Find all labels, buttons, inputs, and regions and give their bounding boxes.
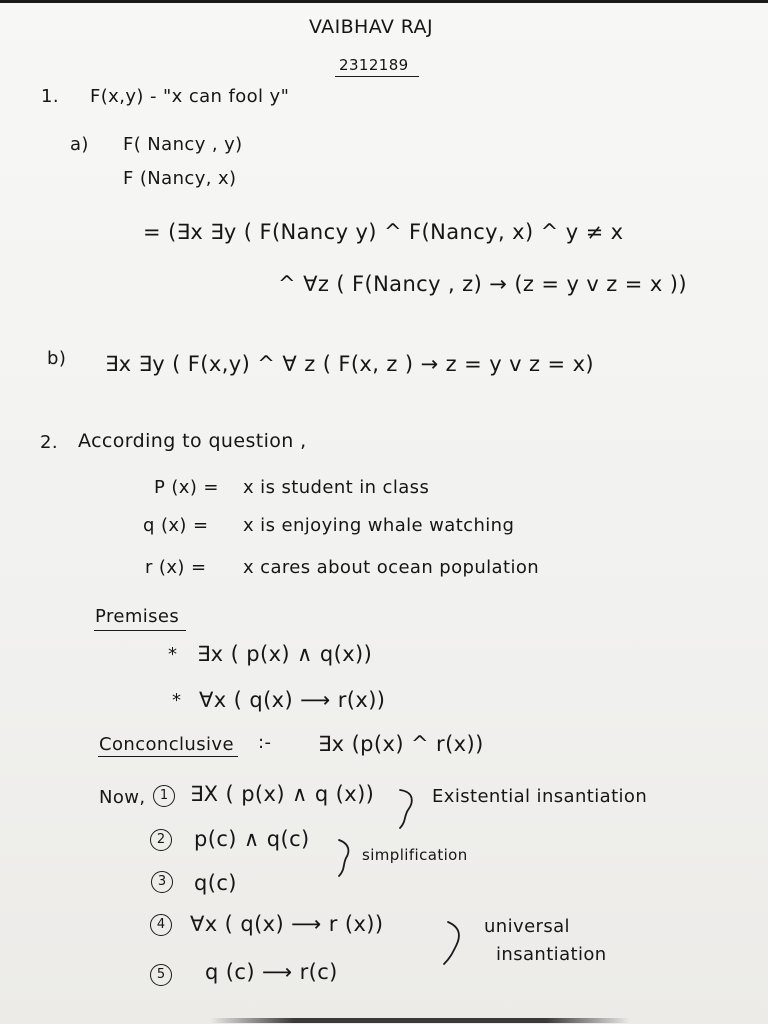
justification-simplification: simplification [362, 846, 468, 864]
justification-existential: Existential insantiation [432, 786, 648, 807]
q1a-line4: ^ ∀z ( F(Nancy , z) → (z = y v z = x )) [278, 272, 687, 296]
premise-bullet-2: * [172, 690, 182, 711]
justification-universal-line1: universal [484, 916, 570, 937]
existential-brace-icon [396, 788, 422, 830]
q1a-label: a) [70, 134, 89, 155]
roll-number-underline [335, 76, 419, 77]
page-top-edge [0, 0, 768, 3]
conclusion-label: Conconclusive [99, 734, 234, 755]
premises-heading: Premises [95, 606, 180, 627]
universal-brace-icon [440, 920, 464, 966]
q2-number: 2. [40, 432, 58, 453]
q1-number: 1. [41, 86, 59, 107]
now-label: Now, [99, 787, 146, 808]
step-4-number: 4 [150, 914, 172, 936]
def-q-rhs: x is enjoying whale watching [243, 515, 515, 536]
justification-universal-line2: insantiation [496, 944, 607, 965]
step-3-expression: q(c) [194, 871, 237, 895]
step-2-number: 2 [150, 829, 172, 851]
roll-number: 2312189 [339, 56, 409, 74]
step-5-expression: q (c) ⟶ r(c) [205, 960, 338, 984]
step-1-expression: ∃X ( p(x) ∧ q (x)) [190, 782, 375, 806]
step-3-number: 3 [151, 871, 173, 893]
simplification-brace-icon [336, 838, 358, 878]
premises-underline [94, 630, 186, 631]
premise-2: ∀x ( q(x) ⟶ r(x)) [199, 688, 386, 712]
def-p-rhs: x is student in class [243, 477, 430, 498]
conclusion-underline [98, 756, 238, 757]
def-p-lhs: P (x) = [154, 477, 219, 498]
premise-bullet-1: * [168, 644, 178, 665]
page-bottom-edge [210, 1018, 630, 1023]
q1b-line1: ∃x ∃y ( F(x,y) ^ ∀ z ( F(x, z ) → z = y v z = x) [105, 352, 595, 376]
def-r-lhs: r (x) = [145, 557, 207, 578]
def-r-rhs: x cares about ocean population [243, 557, 540, 578]
q1a-line2: F (Nancy, x) [123, 168, 237, 189]
conclusion-expression: ∃x (p(x) ^ r(x)) [318, 732, 484, 756]
premise-1: ∃x ( p(x) ∧ q(x)) [197, 642, 373, 666]
step-5-number: 5 [150, 964, 172, 986]
q1a-line1: F( Nancy , y) [123, 134, 243, 155]
q2-intro: According to question , [78, 430, 307, 452]
def-q-lhs: q (x) = [143, 515, 209, 536]
student-name: VAIBHAV RAJ [309, 16, 433, 38]
q1a-line3: = (∃x ∃y ( F(Nancy y) ^ F(Nancy, x) ^ y ≠ x [143, 220, 624, 244]
step-1-number: 1 [153, 785, 175, 807]
conclusion-separator: :- [258, 732, 272, 753]
step-2-expression: p(c) ∧ q(c) [194, 827, 310, 851]
step-4-expression: ∀x ( q(x) ⟶ r (x)) [190, 912, 384, 936]
q1b-label: b) [47, 348, 67, 369]
q1-predicate: F(x,y) - "x can fool y" [90, 86, 290, 107]
